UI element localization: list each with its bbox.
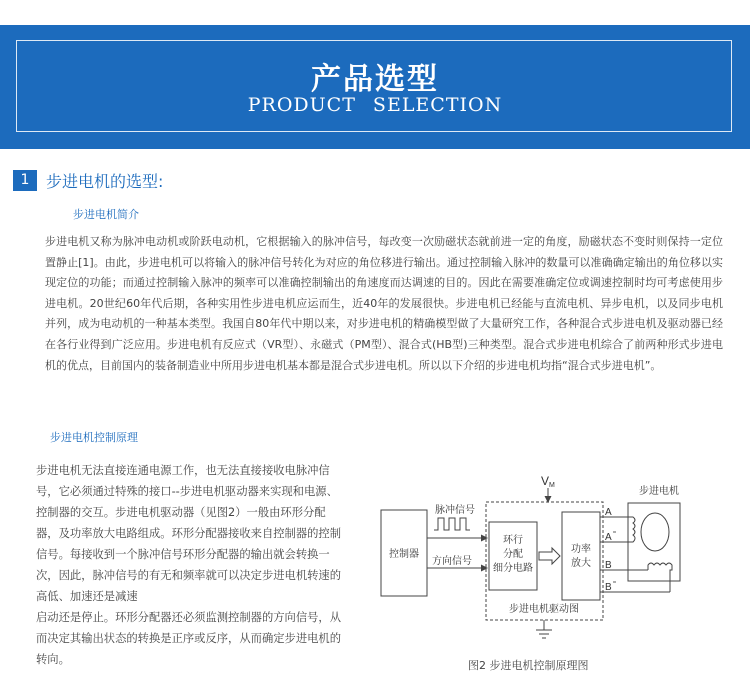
section-title: 步进电机的选型: <box>46 172 164 191</box>
pulse-waveform <box>434 518 470 530</box>
phase-a-bar-label: A <box>605 532 612 543</box>
pulse-label: 脉冲信号 <box>435 505 475 516</box>
controller-label: 控制器 <box>389 549 419 560</box>
hollow-arrow <box>539 548 560 564</box>
principle-heading: 步进电机控制原理 <box>50 431 138 444</box>
header-banner <box>0 25 750 149</box>
intro-heading: 步进电机简介 <box>73 208 139 221</box>
ring-label-1: 环行 <box>503 535 523 546</box>
motor-label: 步进电机 <box>639 486 679 497</box>
section-number: 1 <box>13 170 37 191</box>
page-subtitle: PRODUCT SELECTION <box>247 94 503 116</box>
direction-label: 方向信号 <box>432 556 472 567</box>
phase-a-label: A <box>605 507 612 518</box>
driver-label: 步进电机驱动图 <box>509 604 579 615</box>
principle-text-1: 步进电机无法直接连通电源工作，也无法直接接收电脉冲信号，它必须通过特殊的接口--步进电机驱动器来实现和电源、控制器的交互。步进电机驱动器（见图2）一般由环形分配器，及功率放大电路组成。环形分配器接收来自控制器的控制信号。每接收到一个脉冲信号环形分配器的输出就会转换一次，因此，脉冲信号的有无和频率就可以决定步进电机转速的高低、加速还是减速 <box>36 464 342 603</box>
amp-label-1: 功率 <box>571 544 591 555</box>
figure-caption: 图2 步进电机控制原理图 <box>468 659 589 672</box>
phase-b-label: B <box>605 560 612 571</box>
principle-paragraph <box>36 460 346 670</box>
coil-b <box>648 563 672 592</box>
amp-label-2: 放大 <box>571 558 591 569</box>
vm-label: V <box>541 474 550 488</box>
phase-b-bar-label: B <box>605 582 612 593</box>
power-amp-box <box>562 512 600 600</box>
principle-text-2: 启动还是停止。环形分配器还必须监测控制器的方向信号，从而决定其输出状态的转换是正序或反序，从而确定步进电机的转向。 <box>36 611 342 666</box>
intro-paragraph: 步进电机又称为脉冲电动机或阶跃电动机，它根据输入的脉冲信号，每改变一次励磁状态就前进一定的角度，励磁状态不变时则保持一定位置静止[1]。由此，步进电机可以将输入的脉冲信号转化为对应的角位移进行输出。通过控制输入脉冲的数量可以准确确定输出的角位移以实现定位的功能；而通过控制输入脉冲的频率可以准确控制输出的角速度而达调速的目的。因此在需要准确定位或调速控制时均可考虑使用步进电机。20世纪60年代后期，各种实用性步进电机应运而生，近40年的发展很快。步进电机已经能与直流电机、异步电机，以及同步电机并列，成为电动机的一种基本类型。我国自80年代中期以来，对步进电机的精确模型做了大量研究工作，各种混合式步进电机及驱动器已经在各行业得到广泛应用。步进电机有反应式（VR型）、永磁式（PM型）、混合式(HB型)三种类型。混合式步进电机综合了前两种形式步进电机的优点，目前国内的装备制造业中所用步进电机基本都是混合式步进电机。所以以下介绍的步进电机均指“混合式步进电机”。 <box>45 235 723 372</box>
vm-subscript: M <box>549 482 555 489</box>
control-principle-diagram <box>378 470 718 650</box>
ring-label-2: 分配 <box>503 549 523 560</box>
page-title: 产品选型 <box>311 62 439 97</box>
motor-rotor <box>641 513 669 551</box>
ring-label-3: 细分电路 <box>493 563 533 574</box>
coil-a <box>628 517 635 542</box>
